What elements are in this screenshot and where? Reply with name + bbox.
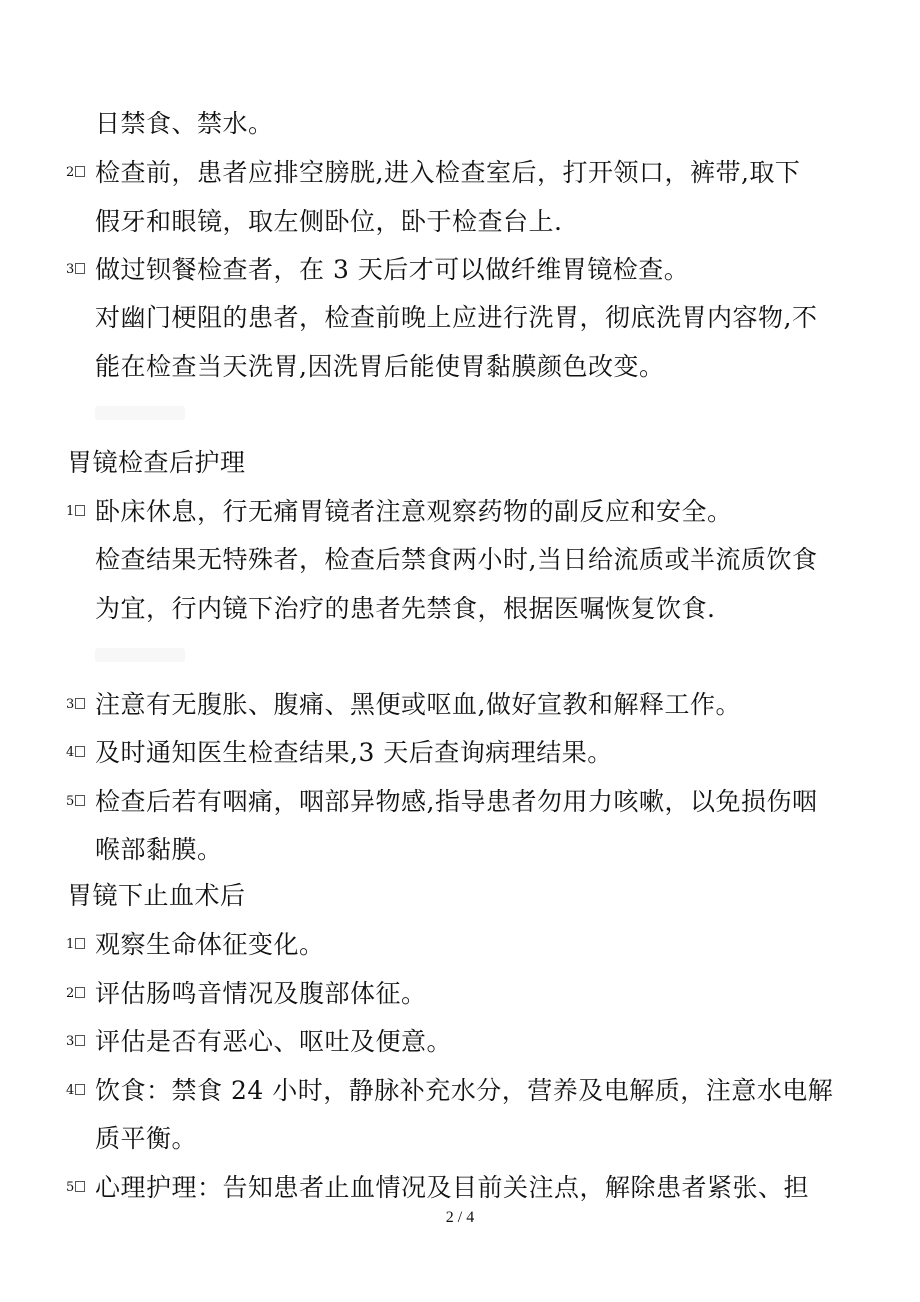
line-text: 检查前，患者应排空膀胱,进入检查室后，打开领口，裤带,取下 [95,158,801,187]
list-number: 3 [66,1032,85,1052]
line-text: 观察生命体征变化。 [95,930,325,959]
faded-text-artifact [95,648,185,662]
text-line [0,540,920,580]
text-line [0,104,920,144]
list-item [0,782,920,822]
section-heading [0,443,920,483]
line-text: 饮食：禁食 24 小时，静脉补充水分，营养及电解质，注意水电解 [95,1076,834,1105]
line-text: 对幽门梗阻的患者，检查前晚上应进行洗胃，彻底洗胃内容物,不 [95,303,818,332]
page-number: 2 / 4 [445,1209,475,1226]
line-text: 假牙和眼镜，取左侧卧位，卧于检查台上. [95,207,563,236]
line-text: 心理护理：告知患者止血情况及目前关注点，解除患者紧张、担 [95,1173,810,1202]
list-item [0,250,920,290]
line-text: 日禁食、禁水。 [95,109,274,138]
list-item [0,153,920,193]
heading-text: 胃镜检查后护理 [67,448,246,477]
missing-glyph-icon [75,166,85,177]
list-number: 1 [66,502,85,522]
list-item [0,1071,920,1111]
missing-glyph-icon [75,938,85,949]
line-text: 质平衡。 [95,1124,198,1153]
line-text: 评估肠鸣音情况及腹部体征。 [95,979,427,1008]
missing-glyph-icon [75,987,85,998]
list-number: 2 [66,984,85,1004]
missing-glyph-icon [75,795,85,806]
list-number: 3 [66,695,85,715]
missing-glyph-icon [75,746,85,757]
line-text: 做过钡餐检查者，在 3 天后才可以做纤维胃镜检查。 [95,255,690,284]
text-line [0,589,920,629]
line-text: 卧床休息，行无痛胃镜者注意观察药物的副反应和安全。 [95,497,733,526]
list-item [0,1022,920,1062]
missing-glyph-icon [75,1084,85,1095]
line-text: 喉部黏膜。 [95,835,223,864]
list-item [0,925,920,965]
missing-glyph-icon [75,505,85,516]
text-line [0,1119,920,1159]
section-heading [0,876,920,916]
text-line [0,830,920,870]
text-line [0,202,920,242]
missing-glyph-icon [75,1035,85,1046]
list-item [0,974,920,1014]
line-text: 检查后若有咽痛，咽部异物感,指导患者勿用力咳嗽，以免损伤咽 [95,787,818,816]
list-number: 1 [66,935,85,955]
line-text: 为宜，行内镜下治疗的患者先禁食，根据医嘱恢复饮食. [95,594,716,623]
missing-glyph-icon [75,263,85,274]
heading-text: 胃镜下止血术后 [67,881,246,910]
list-number: 5 [66,1178,85,1198]
line-text: 评估是否有恶心、呕吐及便意。 [95,1027,453,1056]
faded-text-artifact [95,406,185,420]
missing-glyph-icon [75,698,85,709]
text-line [0,347,920,387]
line-text: 注意有无腹胀、腹痛、黑便或呕血,做好宣教和解释工作。 [95,690,741,719]
list-number: 4 [66,743,85,763]
list-item [0,733,920,773]
missing-glyph-icon [75,1181,85,1192]
list-number: 3 [66,260,85,280]
list-number: 5 [66,792,85,812]
list-number: 4 [66,1081,85,1101]
list-item [0,492,920,532]
list-number: 2 [66,163,85,183]
line-text: 检查结果无特殊者，检查后禁食两小时,当日给流质或半流质饮食 [95,545,818,574]
line-text: 能在检查当天洗胃,因洗胃后能使胃黏膜颜色改变。 [95,352,665,381]
list-item [0,1168,920,1208]
line-text: 及时通知医生检查结果,3 天后查询病理结果。 [95,738,613,767]
list-item [0,685,920,725]
text-line [0,298,920,338]
